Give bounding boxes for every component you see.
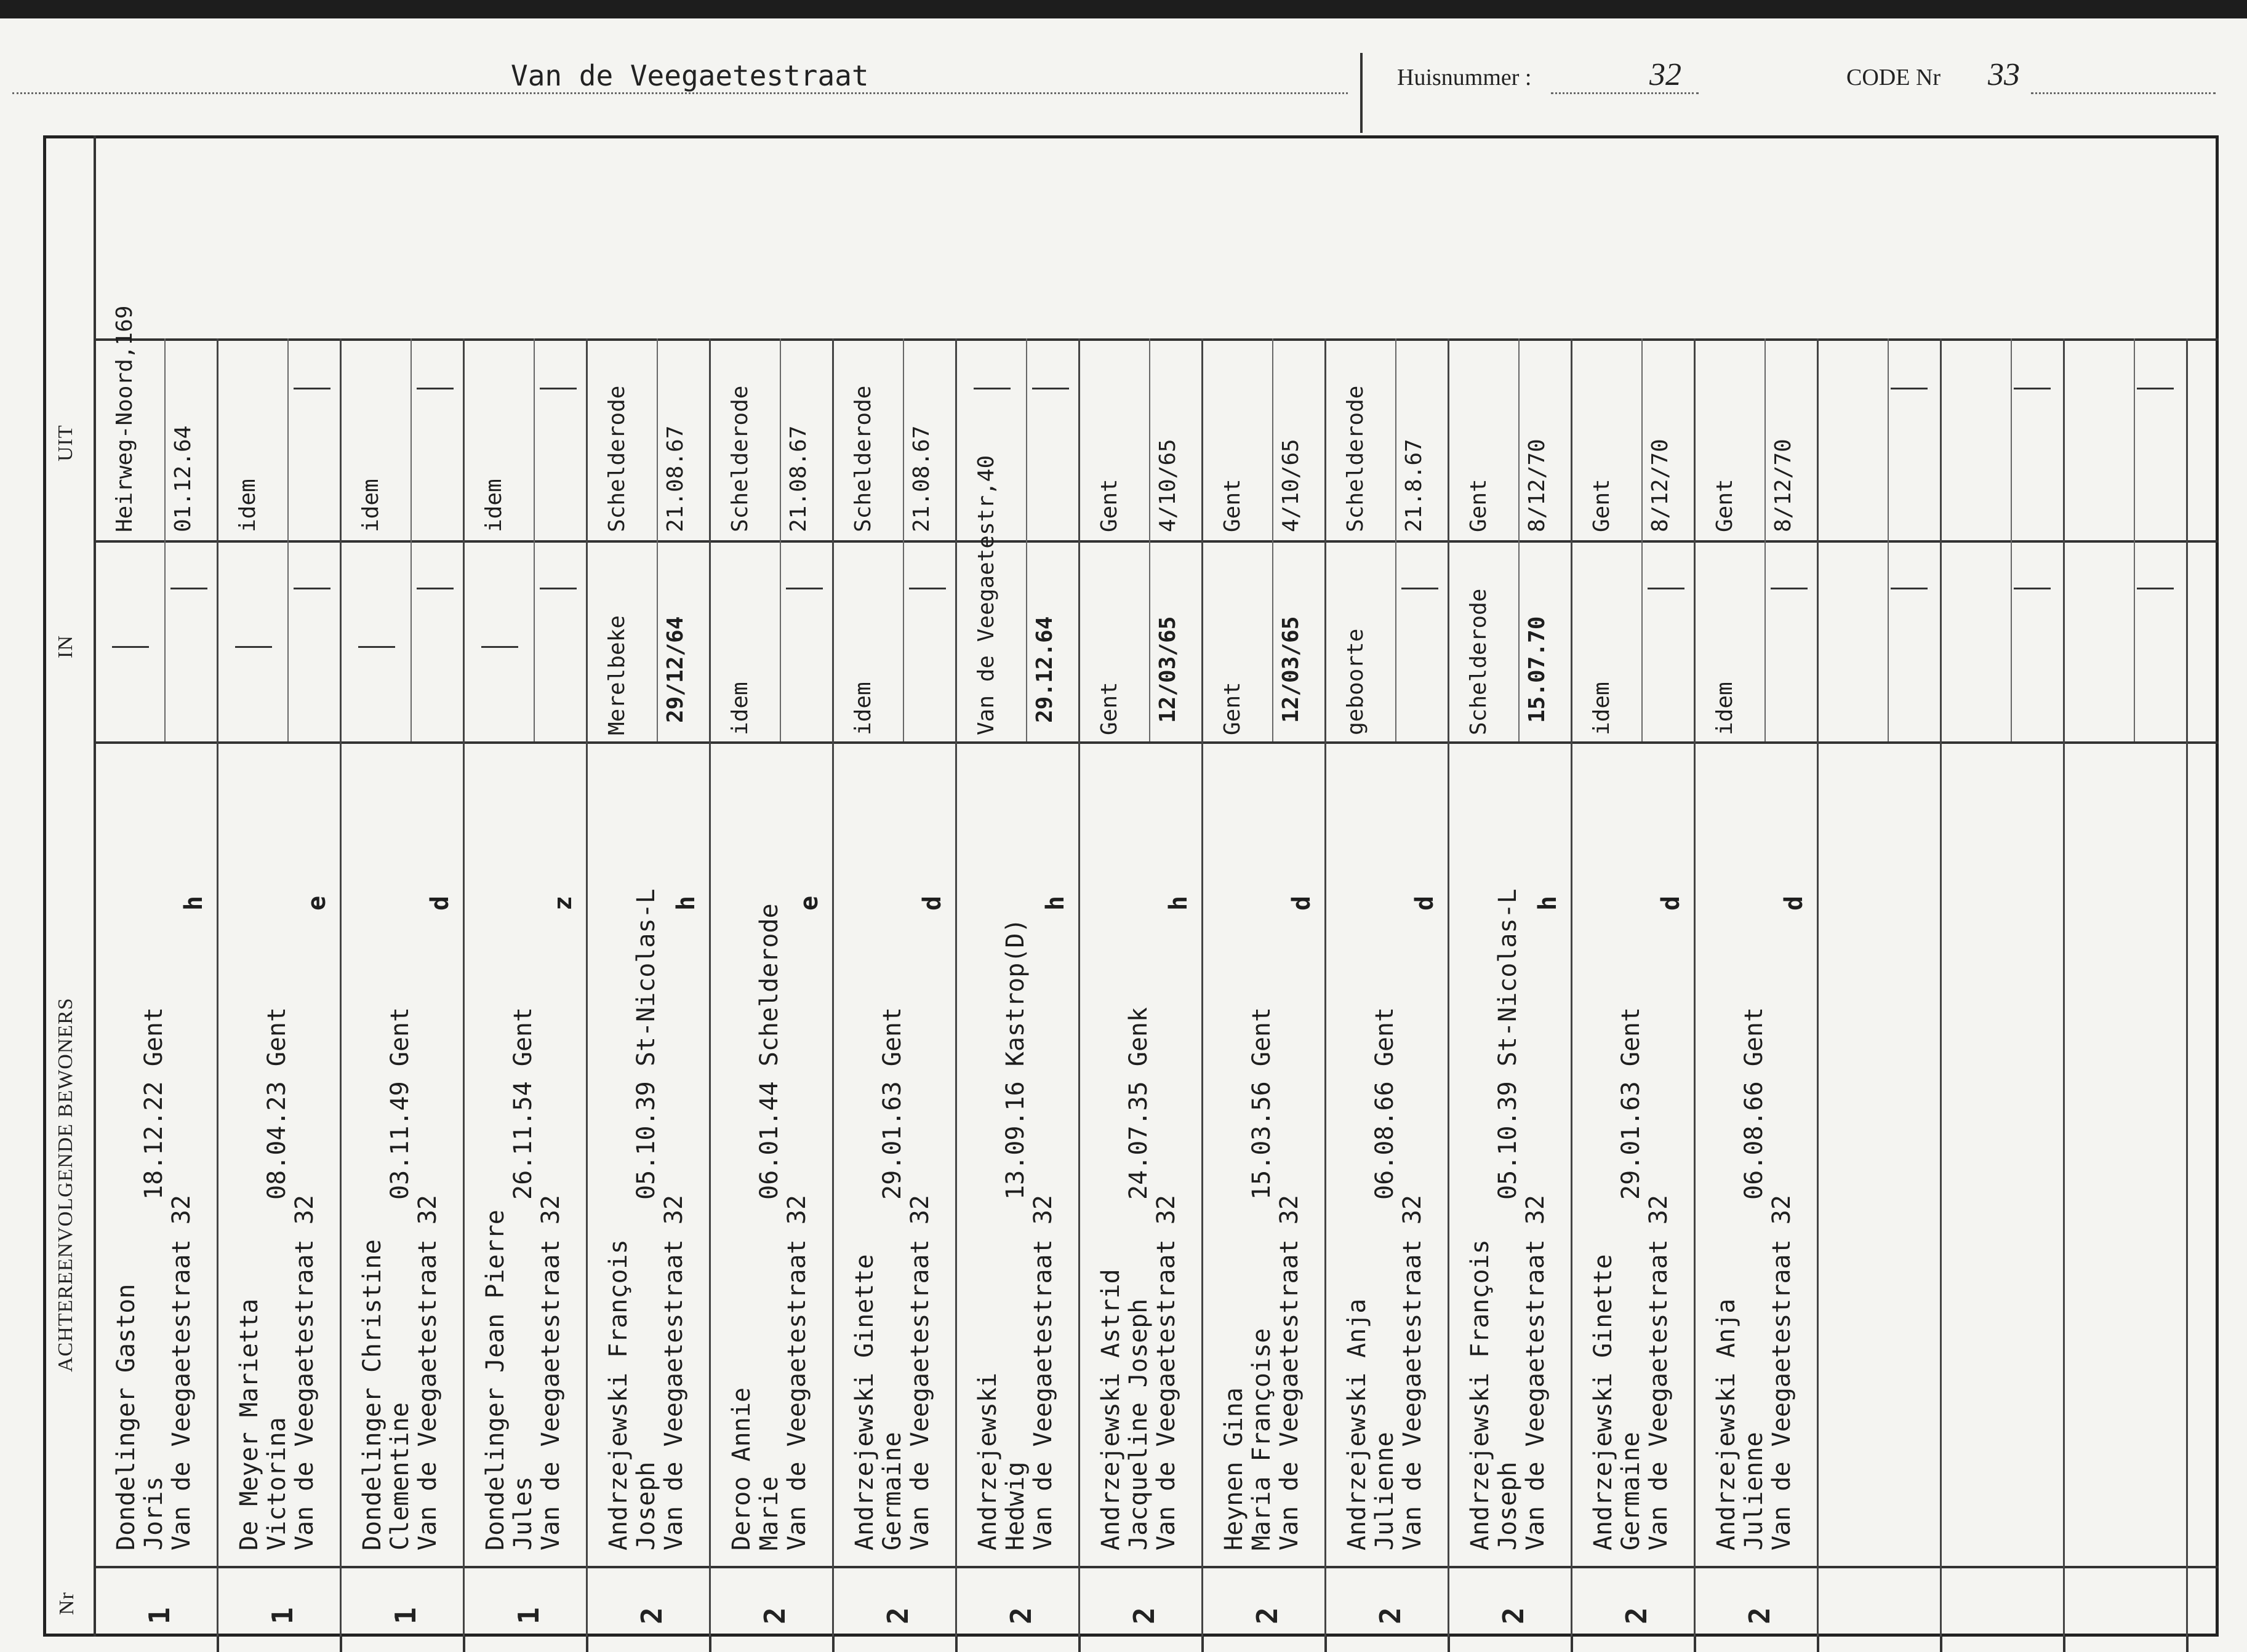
row-nr: 1	[266, 1607, 299, 1624]
resident-birth: 15.03.56 Gent	[1248, 1007, 1276, 1200]
resident-given-name: Hedwig	[1001, 1461, 1030, 1550]
resident-address: Van de Veegaetestraat 32	[1029, 1195, 1057, 1550]
uit-date: 4/10/65	[1155, 439, 1180, 532]
resident-birth: 08.04.23 Gent	[263, 1007, 291, 1200]
empty-column-dash	[2137, 388, 2174, 389]
resident-address: Van de Veegaetestraat 32	[167, 1195, 196, 1550]
column-tick	[463, 1637, 465, 1652]
uit-date: 21.08.67	[663, 425, 688, 532]
uit-place: Gent	[1466, 479, 1491, 532]
uit-date-empty-dash	[417, 388, 454, 389]
resident-given-name: Victorina	[263, 1417, 291, 1550]
resident-birth: 26.11.54 Gent	[509, 1007, 537, 1200]
uit-column-label: UIT	[54, 425, 77, 461]
resident-birth: 03.11.49 Gent	[386, 1007, 414, 1200]
resident-surname: Andrzejewski Ginette	[1589, 1254, 1617, 1550]
in-place-empty-dash	[112, 646, 149, 648]
in-date: 12/03/65	[1278, 616, 1304, 723]
resident-code: h	[1534, 895, 1562, 911]
row-nr: 2	[1620, 1607, 1653, 1624]
in-date: 29/12/64	[663, 616, 688, 723]
sub-column-divider	[903, 338, 904, 741]
resident-birth: 29.01.63 Gent	[878, 1007, 907, 1200]
resident-surname: Andrzejewski Anja	[1712, 1298, 1740, 1550]
resident-address: Van de Veegaetestraat 32	[1398, 1195, 1427, 1550]
column-tick	[709, 1637, 711, 1652]
column-tick	[2186, 1637, 2189, 1652]
uit-date-empty-dash	[294, 388, 330, 389]
column-tick	[586, 1637, 588, 1652]
resident-surname: Andrzejewski Astrid	[1097, 1269, 1125, 1550]
huisnummer-dotted-line	[1551, 92, 1699, 94]
resident-address: Van de Veegaetestraat 32	[783, 1195, 811, 1550]
resident-given-name: Joseph	[1494, 1461, 1522, 1550]
resident-given-name: Germaine	[878, 1432, 907, 1550]
scan-top-border	[0, 0, 2247, 18]
uit-place: idem	[358, 479, 383, 532]
huisnummer-value: 32	[1649, 57, 1681, 92]
column-divider	[1078, 338, 1080, 1637]
resident-birth: 05.10.39 St-Nicolas-L	[1494, 888, 1522, 1200]
resident-given-name: Julienne	[1371, 1432, 1399, 1550]
resident-surname: De Meyer Marietta	[235, 1298, 263, 1550]
uit-date: 4/10/65	[1278, 439, 1304, 532]
resident-code: e	[303, 895, 331, 911]
empty-column-dash	[2014, 388, 2051, 389]
column-divider	[2063, 338, 2065, 1637]
column-tick	[1324, 1637, 1327, 1652]
uit-date: 21.8.67	[1401, 439, 1427, 532]
resident-address: Van de Veegaetestraat 32	[290, 1195, 319, 1550]
uit-date: 01.12.64	[170, 425, 196, 532]
column-divider	[1324, 338, 1326, 1637]
column-divider	[2186, 338, 2188, 1637]
empty-column-dash	[2014, 588, 2051, 589]
uit-place: Schelderode	[727, 385, 753, 532]
code-dotted-line	[2031, 92, 2216, 94]
column-tick	[340, 1637, 342, 1652]
uit-date: 21.08.67	[786, 425, 811, 532]
huisnummer-label: Huisnummer :	[1397, 65, 1532, 90]
resident-birth: 24.07.35 Genk	[1124, 1007, 1153, 1200]
in-date: 29.12.64	[1032, 616, 1057, 723]
uit-date-empty-dash	[1032, 388, 1069, 389]
row-nr: 2	[1497, 1607, 1530, 1624]
column-divider	[955, 338, 957, 1637]
in-place: Merelbeke	[604, 615, 630, 735]
sub-column-divider	[164, 338, 166, 741]
resident-birth: 05.10.39 St-Nicolas-L	[632, 888, 660, 1200]
in-date-empty-dash	[909, 588, 946, 589]
in-date-empty-dash	[1771, 588, 1808, 589]
resident-surname: Deroo Annie	[727, 1387, 756, 1550]
resident-address: Van de Veegaetestraat 32	[660, 1195, 688, 1550]
resident-given-name: Maria Françoise	[1248, 1328, 1276, 1550]
in-place: idem	[1712, 682, 1737, 735]
sub-column-divider	[780, 338, 781, 741]
resident-surname: Dondelinger Jean Pierre	[481, 1210, 510, 1550]
sub-column-divider	[1149, 338, 1150, 741]
in-date-empty-dash	[294, 588, 330, 589]
column-tick	[1201, 1637, 1204, 1652]
street-dotted-line	[12, 92, 1348, 94]
in-place-empty-dash	[481, 646, 518, 648]
uit-date: 8/12/70	[1524, 439, 1550, 532]
column-tick	[1571, 1637, 1573, 1652]
in-date: 15.07.70	[1524, 616, 1550, 723]
resident-birth: 13.09.16 Kastrop(D)	[1001, 918, 1030, 1200]
resident-surname: Dondelinger Gaston	[112, 1283, 140, 1550]
resident-address: Van de Veegaetestraat 32	[537, 1195, 565, 1550]
sub-column-divider	[1272, 338, 1273, 741]
row-nr: 2	[1743, 1607, 1776, 1624]
uit-place: Gent	[1220, 479, 1245, 532]
resident-code: h	[672, 895, 700, 911]
sub-column-divider	[1764, 338, 1766, 741]
resident-code: h	[1041, 895, 1070, 911]
resident-code: d	[1288, 895, 1316, 911]
label-column-divider	[94, 135, 96, 1637]
row-nr: 2	[1128, 1607, 1161, 1624]
uit-place: idem	[481, 479, 507, 532]
uit-place: idem	[235, 479, 260, 532]
resident-given-name: Joris	[140, 1476, 168, 1550]
in-date-empty-dash	[1648, 588, 1684, 589]
uit-place-empty-dash	[974, 388, 1011, 389]
column-tick	[1448, 1637, 1450, 1652]
uit-date: 21.08.67	[909, 425, 934, 532]
sub-column-divider	[2134, 338, 2135, 741]
uit-place: Gent	[1097, 479, 1122, 532]
street-name: Van de Veegaetestraat	[511, 59, 869, 92]
sub-column-divider	[1641, 338, 1643, 741]
column-divider	[340, 338, 342, 1637]
empty-column-dash	[1891, 388, 1928, 389]
column-divider	[1817, 338, 1819, 1637]
resident-code: d	[918, 895, 947, 911]
column-tick	[1078, 1637, 1081, 1652]
sub-column-divider	[1888, 338, 1889, 741]
column-tick	[1817, 1637, 1819, 1652]
row-nr: 2	[1374, 1607, 1407, 1624]
header-separator	[1360, 53, 1363, 133]
column-divider	[1201, 338, 1203, 1637]
resident-code: h	[1164, 895, 1193, 911]
column-tick	[1694, 1637, 1696, 1652]
resident-birth: 06.08.66 Gent	[1371, 1007, 1399, 1200]
row-nr: 2	[758, 1607, 791, 1624]
uit-section-top-line	[94, 338, 2219, 341]
resident-birth: 06.01.44 Schelderode	[755, 903, 783, 1200]
resident-code: h	[180, 895, 208, 911]
uit-place: Schelderode	[604, 385, 630, 532]
uit-date-empty-dash	[540, 388, 577, 389]
resident-given-name: Julienne	[1740, 1432, 1768, 1550]
resident-code: d	[426, 895, 454, 911]
sub-column-divider	[2011, 338, 2012, 741]
in-date-empty-dash	[1401, 588, 1438, 589]
resident-address: Van de Veegaetestraat 32	[906, 1195, 934, 1550]
in-date-empty-dash	[786, 588, 823, 589]
column-divider	[832, 338, 834, 1637]
column-divider	[463, 338, 465, 1637]
row-nr: 2	[1004, 1607, 1038, 1624]
resident-address: Van de Veegaetestraat 32	[1152, 1195, 1180, 1550]
resident-address: Van de Veegaetestraat 32	[414, 1195, 442, 1550]
column-divider	[1448, 338, 1449, 1637]
column-divider	[1694, 338, 1696, 1637]
row-nr: 1	[389, 1607, 422, 1624]
in-date-empty-dash	[170, 588, 207, 589]
resident-surname: Andrzejewski	[974, 1373, 1002, 1550]
uit-date: 8/12/70	[1771, 439, 1796, 532]
column-tick	[955, 1637, 958, 1652]
code-label: CODE Nr	[1846, 65, 1941, 90]
resident-surname: Andrzejewski François	[1466, 1239, 1494, 1550]
resident-address: Van de Veegaetestraat 32	[1644, 1195, 1673, 1550]
in-date-empty-dash	[417, 588, 454, 589]
in-place: idem	[727, 682, 753, 735]
sub-column-divider	[534, 338, 535, 741]
in-place: Van de Veegaetestr,40	[974, 455, 999, 735]
resident-code: d	[1657, 895, 1685, 911]
in-place: Gent	[1220, 682, 1245, 735]
resident-code: d	[1780, 895, 1808, 911]
bewoners-column-label: ACHTEREENVOLGENDE BEWONERS	[54, 997, 77, 1372]
nr-column-label: Nr	[55, 1592, 78, 1615]
resident-code: z	[549, 895, 577, 911]
resident-code: e	[795, 895, 823, 911]
column-divider	[217, 338, 218, 1637]
row-nr: 2	[635, 1607, 668, 1624]
bewoners-section-top-line	[94, 741, 2219, 744]
in-place: idem	[851, 682, 876, 735]
resident-surname: Dondelinger Christine	[358, 1239, 387, 1550]
resident-birth: 29.01.63 Gent	[1617, 1007, 1645, 1200]
row-nr: 1	[512, 1607, 545, 1624]
row-nr: 2	[881, 1607, 915, 1624]
code-value: 33	[1988, 57, 2020, 92]
sub-column-divider	[1026, 338, 1027, 741]
uit-place: Gent	[1589, 479, 1614, 532]
empty-column-dash	[2137, 588, 2174, 589]
uit-place: Heirweg-Noord,169	[112, 305, 137, 532]
uit-place: Schelderode	[1343, 385, 1368, 532]
resident-surname: Andrzejewski François	[604, 1239, 633, 1550]
row-nr: 1	[143, 1607, 176, 1624]
column-divider	[709, 338, 711, 1637]
in-place: idem	[1589, 682, 1614, 735]
resident-address: Van de Veegaetestraat 32	[1275, 1195, 1304, 1550]
resident-given-name: Germaine	[1617, 1432, 1645, 1550]
column-tick	[832, 1637, 835, 1652]
in-place-empty-dash	[358, 646, 395, 648]
in-column-label: IN	[54, 635, 77, 658]
resident-code: d	[1411, 895, 1439, 911]
resident-given-name: Jules	[509, 1476, 537, 1550]
in-place-empty-dash	[235, 646, 272, 648]
resident-surname: Andrzejewski Anja	[1343, 1298, 1371, 1550]
uit-place: Schelderode	[851, 385, 876, 532]
sub-column-divider	[287, 338, 289, 741]
resident-given-name: Jacqueline Joseph	[1124, 1298, 1153, 1550]
column-tick	[1940, 1637, 1942, 1652]
in-date-empty-dash	[540, 588, 577, 589]
empty-column-dash	[1891, 588, 1928, 589]
resident-address: Van de Veegaetestraat 32	[1768, 1195, 1796, 1550]
sub-column-divider	[1518, 338, 1520, 741]
resident-surname: Andrzejewski Ginette	[851, 1254, 879, 1550]
sub-column-divider	[657, 338, 658, 741]
in-place: Schelderode	[1466, 588, 1491, 735]
sub-column-divider	[411, 338, 412, 741]
resident-surname: Heynen Gina	[1220, 1387, 1248, 1550]
nr-section-top-line	[94, 1566, 2219, 1568]
in-place: Gent	[1097, 682, 1122, 735]
resident-given-name: Clementine	[386, 1402, 414, 1550]
resident-birth: 06.08.66 Gent	[1740, 1007, 1768, 1200]
uit-date: 8/12/70	[1648, 439, 1673, 532]
column-tick	[217, 1637, 219, 1652]
column-tick	[2063, 1637, 2065, 1652]
column-divider	[1940, 338, 1942, 1637]
resident-birth: 18.12.22 Gent	[140, 1007, 168, 1200]
uit-place: Gent	[1712, 479, 1737, 532]
column-divider	[586, 338, 588, 1637]
in-section-top-line	[94, 540, 2219, 543]
resident-address: Van de Veegaetestraat 32	[1521, 1195, 1550, 1550]
row-nr: 2	[1251, 1607, 1284, 1624]
in-place: geboorte	[1343, 628, 1368, 735]
resident-given-name: Joseph	[632, 1461, 660, 1550]
sub-column-divider	[1395, 338, 1396, 741]
in-date: 12/03/65	[1155, 616, 1180, 723]
resident-given-name: Marie	[755, 1476, 783, 1550]
column-divider	[1571, 338, 1572, 1637]
